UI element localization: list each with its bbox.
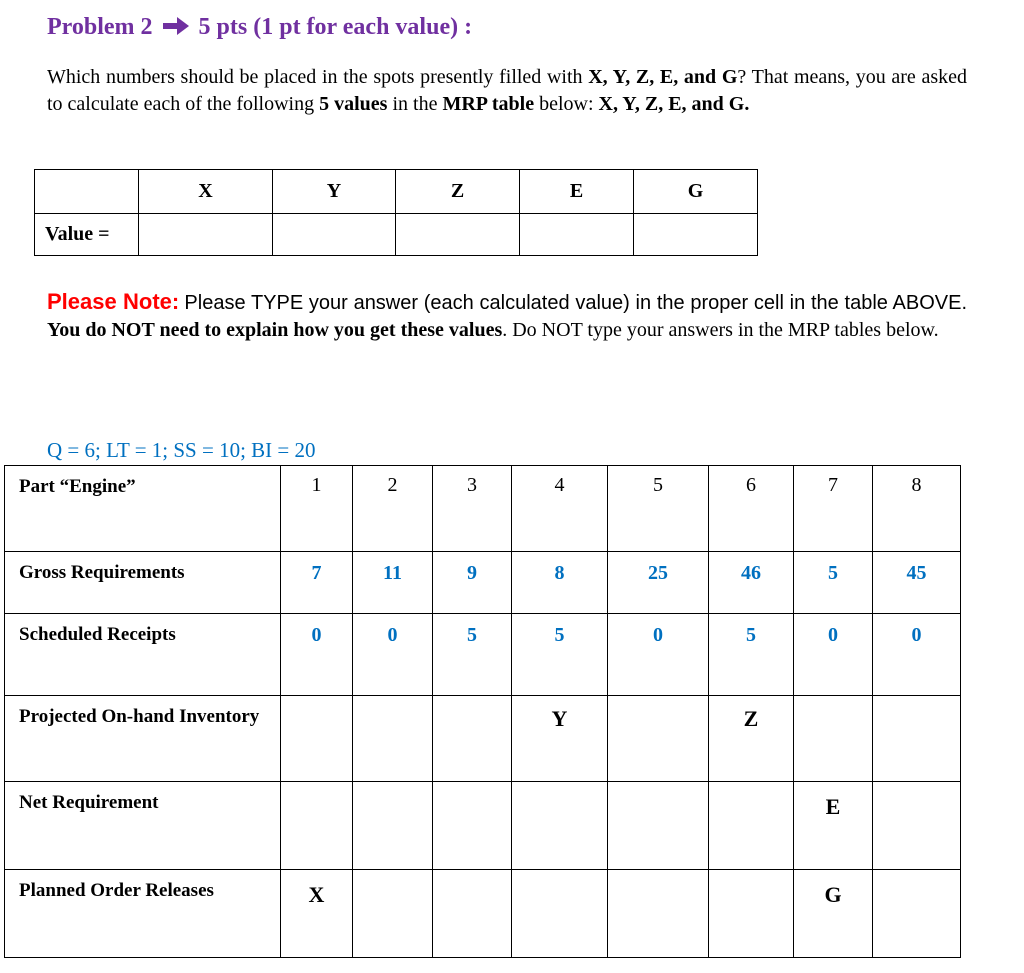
poh-cell [794,696,873,782]
projected-on-hand-row [5,696,961,782]
question-bold: MRP table [442,93,535,115]
net-requirement-label: Net Requirement [5,782,281,870]
period-cell: 6 [709,466,794,552]
period-cell: 7 [794,466,873,552]
part-label: Part “Engine” [5,466,281,552]
question-bold: 5 values [319,93,388,115]
gross-value: 11 [353,552,433,614]
gross-value: 5 [794,552,873,614]
scheduled-receipts-label: Scheduled Receipts [5,614,281,696]
note-label: Please Note: [47,289,180,314]
period-cell: 4 [512,466,608,552]
answer-cell-x[interactable] [139,214,273,256]
points-text: 5 pts (1 pt for each value) : [198,14,473,40]
poh-cell-y: Y [512,696,608,782]
mrp-parameters: Q = 6; LT = 1; SS = 10; BI = 20 [47,438,316,462]
net-cell [873,782,961,870]
answer-header-g: G [634,170,758,214]
mrp-table [4,465,961,958]
problem-number: Problem 2 [47,14,153,40]
answer-header-row [35,170,758,214]
gross-value: 9 [433,552,512,614]
answer-cell-y[interactable] [273,214,396,256]
note-part: . Do NOT type your answers in the MRP tables below. [502,319,939,341]
answer-header-y: Y [273,170,396,214]
note-text [47,288,967,344]
answer-header-x: X [139,170,273,214]
por-cell [353,870,433,958]
gross-value: 45 [873,552,961,614]
answer-corner-cell [35,170,139,214]
answer-value-row [35,214,758,256]
period-cell: 2 [353,466,433,552]
question-bold: X, Y, Z, E, and G. [598,93,750,115]
net-cell [353,782,433,870]
poh-cell [608,696,709,782]
net-cell-e: E [794,782,873,870]
question-part: in the [387,93,443,115]
gross-requirements-row [5,552,961,614]
right-arrow-icon [161,15,191,37]
question-part: ? That means, you are asked to calculate each of the following [47,66,968,115]
gross-value: 25 [608,552,709,614]
net-requirement-row [5,782,961,870]
poh-cell [281,696,353,782]
planned-order-releases-label: Planned Order Releases [5,870,281,958]
poh-cell [433,696,512,782]
net-cell [709,782,794,870]
scheduled-value: 0 [281,614,353,696]
por-cell [608,870,709,958]
answer-header-e: E [520,170,634,214]
period-cell: 3 [433,466,512,552]
period-row [5,466,961,552]
por-cell [873,870,961,958]
scheduled-receipts-row [5,614,961,696]
net-cell [512,782,608,870]
scheduled-value: 5 [709,614,794,696]
por-cell-g: G [794,870,873,958]
value-row-label: Value = [35,214,139,256]
period-cell: 1 [281,466,353,552]
answer-cell-z[interactable] [396,214,520,256]
gross-value: 7 [281,552,353,614]
por-cell-x: X [281,870,353,958]
planned-order-releases-row [5,870,961,958]
gross-requirements-label: Gross Requirements [5,552,281,614]
por-cell [512,870,608,958]
net-cell [281,782,353,870]
gross-value: 46 [709,552,794,614]
poh-cell-z: Z [709,696,794,782]
projected-on-hand-label: Projected On-hand Inventory [5,696,281,782]
poh-cell [873,696,961,782]
question-text [47,64,967,118]
scheduled-value: 0 [608,614,709,696]
question-part: below: [534,93,599,115]
scheduled-value: 0 [794,614,873,696]
answer-table [34,169,758,256]
note-bold: You do NOT need to explain how you get these values [47,319,503,341]
poh-cell [353,696,433,782]
question-bold: X, Y, Z, E, and G [588,66,738,88]
note-part: Please TYPE your answer (each calculated value) in the proper cell in the table ABOVE. [184,292,967,314]
net-cell [608,782,709,870]
gross-value: 8 [512,552,608,614]
answer-cell-g[interactable] [634,214,758,256]
scheduled-value: 0 [353,614,433,696]
scheduled-value: 0 [873,614,961,696]
problem-title [47,14,472,41]
question-part: Which numbers should be placed in the spots presently filled with [47,66,589,88]
period-cell: 5 [608,466,709,552]
scheduled-value: 5 [512,614,608,696]
por-cell [709,870,794,958]
net-cell [433,782,512,870]
por-cell [433,870,512,958]
answer-header-z: Z [396,170,520,214]
period-cell: 8 [873,466,961,552]
answer-cell-e[interactable] [520,214,634,256]
scheduled-value: 5 [433,614,512,696]
